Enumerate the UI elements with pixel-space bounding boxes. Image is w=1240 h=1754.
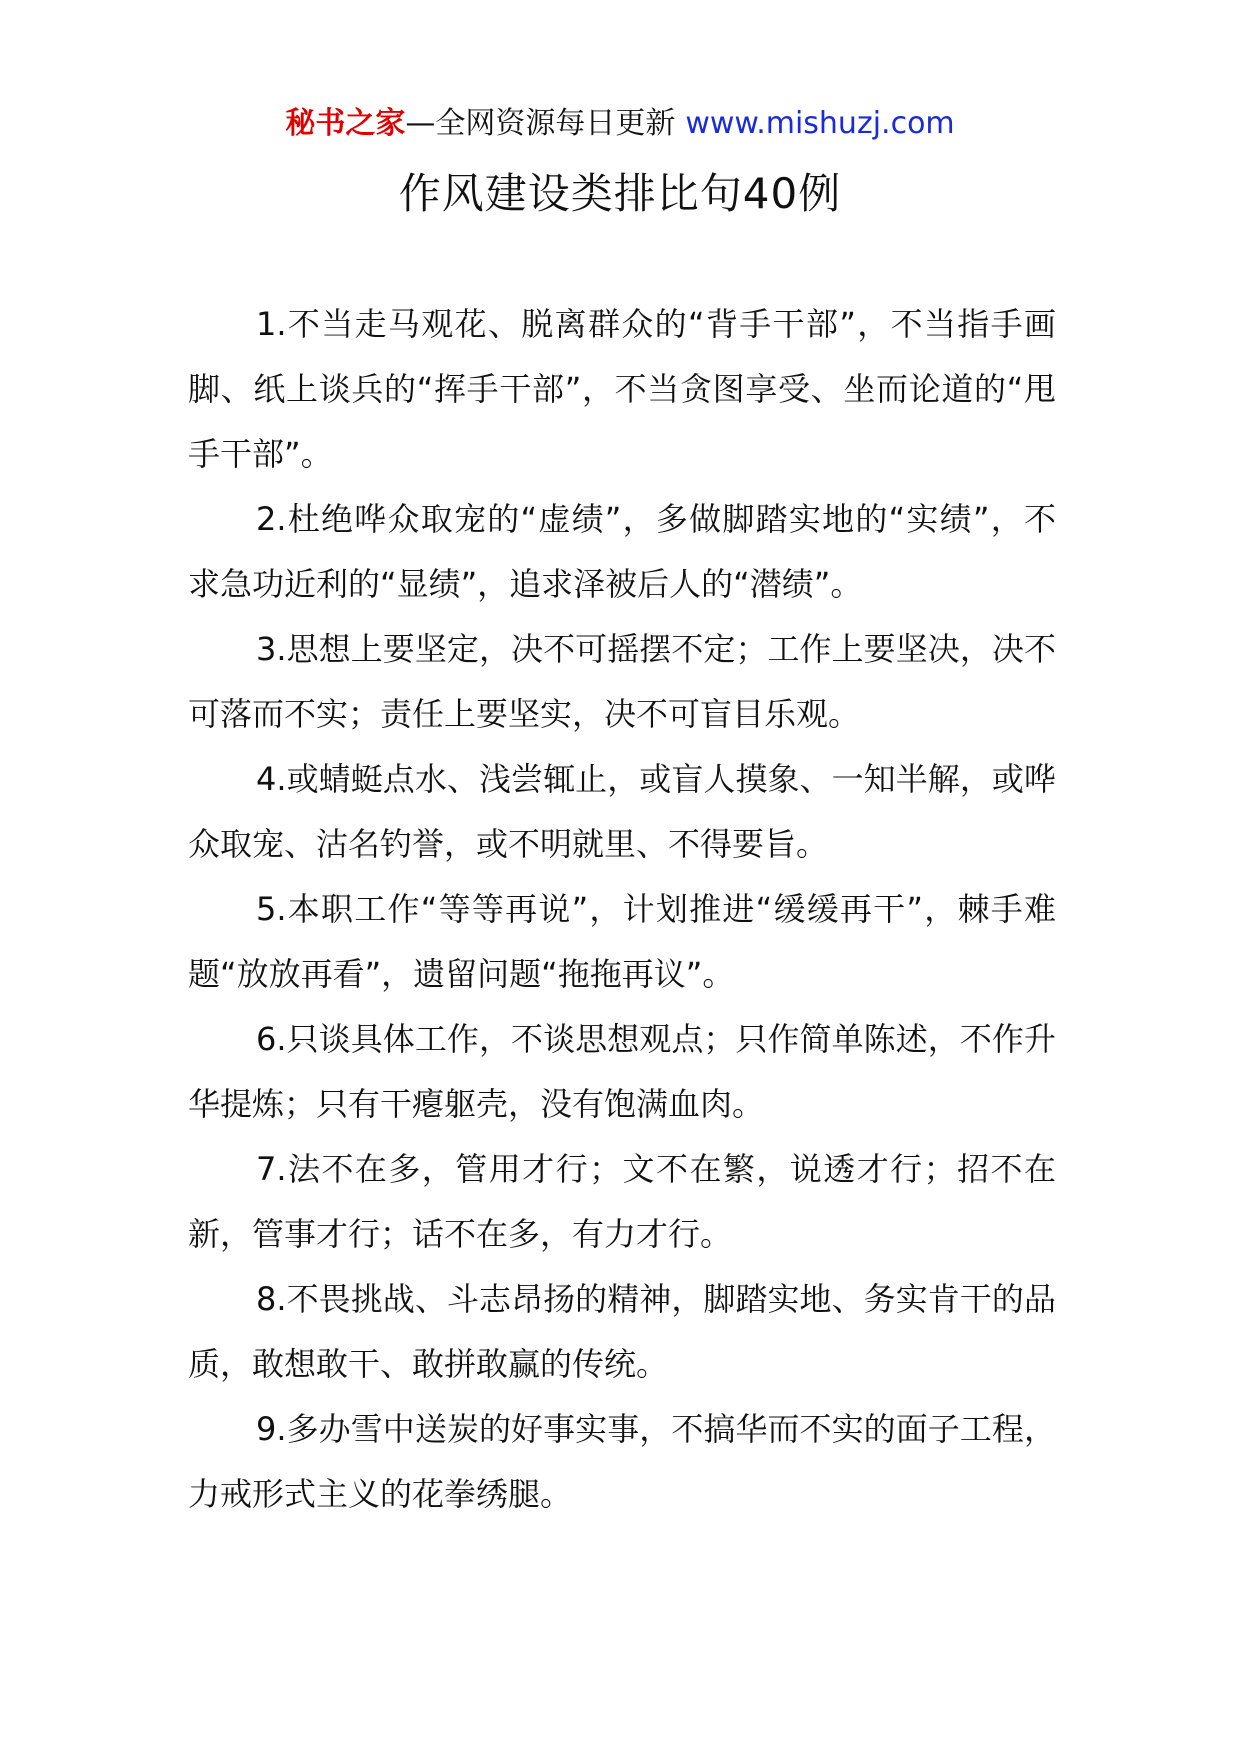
site-url-link[interactable]: www.mishuzj.com bbox=[685, 106, 955, 141]
document-title: 作风建设类排比句40例 bbox=[398, 169, 842, 218]
paragraph-9: 9.多办雪中送炭的好事实事，不搞华而不实的面子工程，力戒形式主义的花拳绣腿。 bbox=[188, 1410, 1056, 1513]
paragraph-8: 8.不畏挑战、斗志昂扬的精神，脚踏实地、务实肯干的品质，敢想敢干、敢拼敢赢的传统。 bbox=[188, 1280, 1056, 1383]
paragraph-4: 4.或蜻蜓点水、浅尝辄止，或盲人摸象、一知半解，或哗众取宠、沽名钓誉，或不明就里、不得要旨。 bbox=[188, 760, 1056, 863]
paragraph-2: 2.杜绝哗众取宠的“虚绩”，多做脚踏实地的“实绩”，不求急功近利的“显绩”，追求泽被后人的“潜绩”。 bbox=[188, 500, 1056, 603]
document-body bbox=[188, 292, 1056, 1527]
brand-name: 秘书之家 bbox=[285, 106, 406, 141]
paragraph-5: 5.本职工作“等等再说”，计划推进“缓缓再干”，棘手难题“放放再看”，遗留问题“拖拖再议”。 bbox=[188, 890, 1056, 993]
site-header bbox=[0, 102, 1240, 146]
paragraph-3: 3.思想上要坚定，决不可摇摆不定；工作上要坚决，决不可落而不实；责任上要坚实，决不可盲目乐观。 bbox=[188, 630, 1056, 733]
header-slogan: —全网资源每日更新 bbox=[405, 106, 676, 141]
paragraph-7: 7.法不在多，管用才行；文不在繁，说透才行；招不在新，管事才行；话不在多，有力才行。 bbox=[188, 1150, 1056, 1253]
paragraph-1: 1.不当走马观花、脱离群众的“背手干部”，不当指手画脚、纸上谈兵的“挥手干部”，不当贪图享受、坐而论道的“甩手干部”。 bbox=[188, 305, 1056, 473]
paragraph-6: 6.只谈具体工作，不谈思想观点；只作简单陈述，不作升华提炼；只有干瘪躯壳，没有饱满血肉。 bbox=[188, 1020, 1056, 1123]
